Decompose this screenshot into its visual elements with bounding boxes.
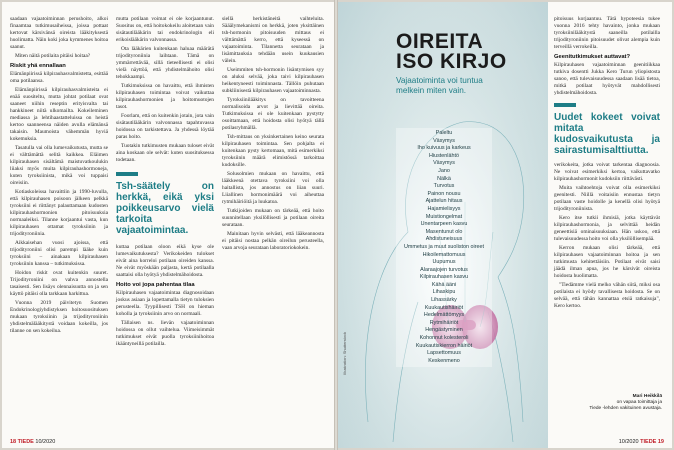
pull-quote-text: Tsh-säätely on herkkä, eikä yksi poikkeusarvo vielä tarkoita vajaatoimintaa. — [116, 181, 214, 236]
symptom-item: Alaraajojen turvotus — [420, 266, 468, 273]
page-number: 18 — [10, 439, 17, 445]
paragraph: Kerron mukaan olisi tärkeää, että kilpirauhasen vajaatoiminnan hoitoa ja sen tutkimusta kehitettäisiin. Potilaat eivät saisi jäädä ilman apua, jos he kärsivät oireista hoidosta huolimatta. — [554, 245, 660, 279]
symptom-item: Ummetus ja muut suoliston oireet — [404, 243, 484, 250]
paragraph: Tsh-mittaus on yksinkertainen keino seurata kilpirauhasen toimintaa. Sen pohjalta ei kuitenkaan pysty kertomaan, mitä esimerkiksi tyroksiinin määrä elimistössä tarkoittaa kudoksille. — [222, 134, 324, 168]
symptom-item: Ajattelun hitaus — [425, 198, 463, 205]
paragraph: pitoisuus korjaantuu. Tätä hypoteesia tukee vuonna 2016 tehty havainto, jonka mukaan tyroksiinilääkitystä saaneilla potilailla trijodityroniinin pitoisuudet olivat alempia kuin terveillä verrokeilla. — [554, 16, 660, 50]
symptom-list — [396, 128, 492, 367]
paragraph: Aikkaisehan vuosi ajoissa, että trijodityroniini olisi parempi lääke kuin tyroksiini – ainakaan kilpirauhasen tyroksiinin kanssa – tutkimuksissa. — [10, 240, 108, 267]
symptom-item: Kuukautiskierron häiriöt — [415, 342, 473, 349]
left-footer — [10, 439, 55, 445]
paragraph: Ota lääkärien kuitenkaan haluaa määrätä trijodityroniinia laihtaan. Tämä on ymmärrettävää, sillä tieteellisesti ei olisi vielä näyttöä, että yhdistelmähoito olisi tehokkaampi. — [116, 46, 214, 80]
right-footer — [619, 439, 664, 445]
paragraph: Useimmiten tsh-hormonin lisäntymisen syy on aluksi selvää, joka taivi kilpirauhasen heikentyneesti toiminnasta. Tällöin puhutaan subkliinisestä kilpirauhasen vajaatoiminnasta. — [222, 67, 324, 94]
left-column-2 — [116, 16, 214, 350]
paragraph: Mainitaan hyvin selvästi, että lääkeannosta ei pitäisi nostaa pelkän oireilun perusteella, vaan arvoja seurataan laboratoriokokein. — [222, 231, 324, 251]
pull-quote — [116, 172, 214, 236]
issue-number: 10/2020 — [35, 439, 56, 445]
author-bio-line: Tiede -lehden vakituinen avustaja. — [589, 406, 662, 411]
symptom-item: Kilpirauhasen kasvu — [419, 274, 469, 281]
pull-quote-bar — [554, 103, 576, 107]
author-signature — [589, 394, 662, 412]
paragraph: saadaan vajaatoiminnan perushoito, alkoi finaamtaa tutkimusaiheissa, joissa pottaat kertovat kärsivänsä oireista lääkityksestä huolimatta. Näin koki joka kymmenes hoitoa saanut. — [10, 16, 108, 50]
symptom-item: Paleltu — [435, 130, 453, 136]
left-column-3 — [222, 16, 324, 254]
paragraph: Hoidon riskit ovat kuitenkin suuret. Trijodityroniini on vahva annostella tasaisesti. Sen lisäys olennaisuutta on ja sen käyttö pitäisi olla tarkkaan harkittua. — [10, 270, 108, 297]
paragraph: Vuonna 2019 päivitetyn Suomen Endokrinologiyhdistyksen hoitosuosituksen mukaan tyroksiinin ja trijodityroniinin yhdistelmälääkitystä voidaan kokeilla, jos tilanne on sen kokeilua. — [10, 300, 108, 334]
paragraph: mutta potilaan voimat ei ole korjaantunut. Suositus on, että hoitokokeilu aloitetaan vain sisätautilääkärin tai endokrinologin eli erikoislääkärin valvonnassa. — [116, 16, 214, 43]
paragraph: "Tiedämme vielä melko vähän siitä, miksi osa potilaista ei hyödy tavallisesta hoidosta. Se on selvää, että tähän kannattaa etsiä ratkaisuja", Kero kertoo. — [554, 282, 660, 309]
paragraph: Miten näitä potilaita pitäisi hoitaa? — [15, 53, 91, 59]
article-title — [396, 32, 507, 72]
paragraph: Muita vaihtoehtoja voivat olla esimerkiksi geenitesti. Niillä voitaisiin ennustaa tietyn potilaan vaste hoidolle ja kenellä olisi hyötyä trijodityroniinista. — [554, 185, 660, 212]
symptom-item: Turvotus — [433, 183, 455, 190]
symptom-item: Rytmihäiriöt — [429, 319, 459, 326]
left-column-1 — [10, 16, 108, 337]
paragraph: Elämänpiirissä kilpirauhasvalmistetta, esittää oma potilaansa. — [10, 71, 108, 84]
symptom-item: Ahdistuneisuus — [425, 236, 463, 243]
symptom-item: Lihaskipu — [432, 289, 456, 296]
symptom-item: Iho kuivuus ja karkeus — [417, 145, 471, 152]
symptom-item: Uupumus — [432, 259, 456, 266]
paragraph: kuttaa potilaan oloon eikä kyse ole lumevaikutuksesta? Verikokeiden tulokset eivät aina korreloi potilaan oireiden kanssa. Ne eivät myöskään paljasta, kertä potilaalla saattaisi olla hyötyä yhdistelmähoidosta. — [116, 244, 214, 278]
symptom-item: Nälkä — [437, 175, 451, 182]
paragraph: Solusolmien mukaan on havaittu, että lääkkeenä otettava tyroksiini voi olla haitallista, jos annostus on liian suuri. Liiallinen hormonimäärä voi aiheuttaa rytmihäiriöitä ja luukatoa. — [222, 171, 324, 205]
article-subtitle: Vajaatoiminta voi tuntua melkein miten vain. — [396, 76, 483, 95]
magazine-name: TIEDE — [640, 439, 657, 445]
right-page — [338, 2, 672, 448]
symptom-item: Kohonnut kolesteroli — [419, 335, 469, 342]
author-name: Mari Heikkilä — [632, 394, 662, 399]
paragraph: Elämänpiirissä kilpirauhasvalmisteita ei enää suositeltu, mutta johtat potilaat ovat saaneet niihin reseptin erityisvalta tai hankkineet niitä ulkomailta. Kokeileminen mediassa ja lehtihaastatteluissa on heistä kertoo saanneensa näiden avulla elämänsä takaisin. Maumoista vähemmän hyviä kokemuksia. — [10, 87, 108, 142]
subheading: Riskit yhä ennallaan — [10, 63, 66, 69]
right-column — [554, 16, 660, 312]
paragraph: siellä herkistäneitä vaihteluita. Sääälymekanismi on herkkä, joten yksittäinen tsh-hormonin pitoisuuden mittaus ei välttämättä kerro, että kyseessä on vajaatoiminta. Tilannetta seurataan ja lisämittauksia tehdään usein kuukausien välein. — [222, 16, 324, 64]
paragraph: Foorlam, että on kuitenkin jotain, jota vain sisätautilääkärin valvonnassa tapahtuvassa hoidossa on tarkistettava. Ja yhdessä löytää paras hoito. — [116, 113, 214, 140]
symptom-item: Muistiongelmat — [425, 213, 463, 220]
symptom-item: Hiustenlähtö — [429, 152, 459, 159]
paragraph: Tutkijoiden mukaan on tärkeää, että hoito suunnitellaan yksilöllisesti ja potilaan oireita seurataan. — [222, 208, 324, 228]
image-credit: Illustration: Shutterstock — [342, 332, 347, 375]
paragraph: Tutkimuksissa on havaittu, että ihmisten kilpirauhasen toimintaa voivat vaikuttaa kilpirauhashormonien ja hoitomuotojen tasot. — [116, 83, 214, 110]
paragraph: Tasatulla vai olla lumevaikutusta, mutta se ei välttämättä selitä kaikkea. Eläimen kilpirauhasen sisältämä maistuvatkoulukin liiaksi myös muita kilpirauhashormoneja, kuten tyroksiinista, mikä voi tuppaisi oireisiin. — [10, 145, 108, 186]
paragraph: verikokeita, jotka voivat tarkentaa diagnoosia. Ne voivat esimerkiksi kertoa, vaikuttavatko kilpirauhashormonit kudoksiin riittävästi. — [554, 162, 660, 182]
symptom-item: Hikoilemattomuus — [422, 251, 466, 258]
issue-number: 10/2020 — [618, 439, 639, 445]
left-page — [2, 2, 334, 448]
symptom-item: Unentarpeen kasvu — [420, 221, 468, 228]
subheading: Hoito voi jopa pahentaa tilaa — [116, 282, 195, 288]
page-number: 19 — [657, 439, 664, 445]
symptom-item: Painon nousu — [427, 190, 461, 197]
pull-quote-bar — [116, 172, 138, 176]
symptom-item: Kuukautishäiriöt — [424, 304, 464, 311]
symptom-item: Väsymys — [433, 137, 455, 144]
paragraph: Kilpirauhasen vajaatoiminnan geenitiikkaa tutkiva dosentti Jukka Kero Turun yliopistosta sanoo, että tulevaisuudessa saadaan lisää tietoa, mitkä potilaat hyötyvät mahdollisesti yhdistelmähoidosta. — [554, 62, 660, 96]
paragraph: Kero itse tutkii ihmisiä, jotka käyttävät kilpirauhashormonia, ja selvittää heidän geneettisiä ominaisuuksiaan. Hän uskoo, että tulevaisuudessa hoito voi olla yksilöllisempää. — [554, 215, 660, 242]
title-line-2: ISO KIRJO — [396, 50, 507, 73]
symptom-item: Väsymys — [433, 160, 455, 167]
paragraph: Tyroksiinilääkitys on tavoitteena normalisoida arvot ja lievittää oireita. Tutkimuksissa ei ole kuitenkaan pystytty osoittamaan, että hoidosta olisi hyötyä tällä potilasryhmällä. — [222, 97, 324, 131]
symptom-item: Masentunut olo — [425, 228, 463, 235]
author-bio-line: on vapaa toimittaja ja — [616, 400, 662, 405]
magazine-name: TIEDE — [17, 439, 34, 445]
paragraph: Kotiaskoleissa havaittiin ja 1990-luvulla, että kilpirauhasen poisoon jälkeen pelkkä tyroksiini ei riittänyt palauttamaan kudosten kilpirauhashormonien pitoisuuksia normaaleiksi. Tilanne korjaantui vasta, kun kilpirauhasen ottamat tyroksiinin ja trijodityroniinia. — [10, 189, 108, 237]
paragraph: Tällaisen ns. lievän vajaatoiminnan hoidossa on ollut vaihtelua. Viimeisimmät tutkimukset eivät puolla tyroksiinihoitoa ikääntyneillä potilailla. — [116, 320, 214, 347]
pull-quote-text: Uudet kokeet voivat mitata kudosvaikutusta ja sairastumisalttiutta. — [554, 112, 660, 156]
symptom-item: Hajamielisyys — [427, 205, 461, 212]
symptom-item: Lihassärky — [431, 297, 457, 304]
symptom-item: Jano — [438, 167, 450, 174]
paragraph: Tuotakin tutkimusten mukaan tuloset eivät aina koskaan ole selvät: kuten suosituksessa todetaan. — [116, 143, 214, 163]
paragraph: Kilpirauhasen vajaatoimintaa diagnosoidaan joskus asiaan ja lopettamalla tietyn tuloksien perusteella. Tyypillisesti TSH on hieman koholla ja tyroksiinin arvo on normaali. — [116, 290, 214, 317]
symptom-item: Hedelmättömyys — [423, 312, 465, 319]
symptom-item: Kähä ääni — [431, 281, 457, 288]
title-line-1: OIREITA — [396, 30, 484, 53]
subheading: Geenitutkimukset auttavat? — [554, 54, 631, 60]
symptom-item: Hengästyminen — [425, 327, 463, 334]
symptom-item: Keskenmeno — [428, 357, 460, 364]
pull-quote — [554, 103, 660, 156]
symptom-item: Lapsettomuus — [427, 350, 461, 357]
